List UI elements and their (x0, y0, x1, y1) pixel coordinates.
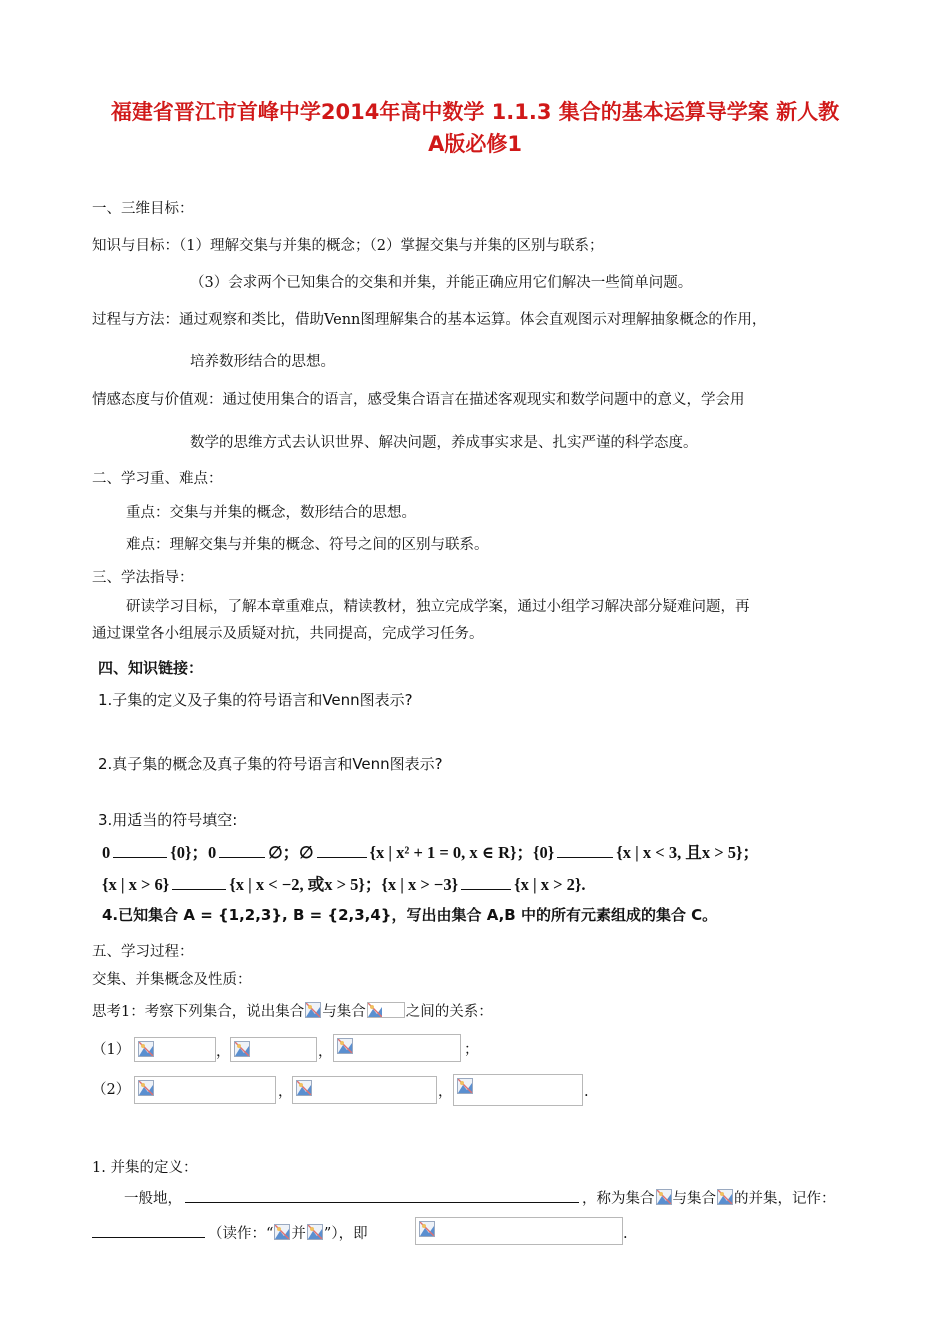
image-placeholder-icon (296, 1080, 312, 1096)
question-4: 4.已知集合 A = {1,2,3}, B = {2,3,4}，写出由集合 A,B 中的所有元素组成的集合 C。 (102, 906, 718, 924)
q3-blank-3[interactable] (317, 842, 367, 858)
q3-expr-5: {x | x < 3, 且x > 5}； (616, 843, 759, 862)
think-1 (92, 1002, 493, 1022)
formula-image-frame (453, 1074, 583, 1106)
process-method: 过程与方法：通过观察和类比，借助Venn图理解集合的基本运算。体会直观图示对理解抽象概念的作用， (92, 312, 767, 328)
formula-image-frame (134, 1076, 276, 1104)
image-placeholder-icon (234, 1041, 250, 1057)
section1-heading: 一、三维目标： (92, 201, 194, 217)
q3-blank-5[interactable] (172, 874, 226, 890)
image-placeholder-icon (307, 1224, 323, 1240)
union-def-blank-2[interactable] (92, 1222, 205, 1238)
image-placeholder-icon (305, 1002, 321, 1018)
union-def-text-c: 与集合 (672, 1191, 716, 1207)
q3-blank-4[interactable] (557, 842, 613, 858)
q3-expr-1: 0 (102, 843, 111, 862)
formula-image-frame (134, 1037, 216, 1062)
think-1-text-b: 与集合 (322, 1004, 366, 1020)
row-2-label: （2） (92, 1082, 131, 1098)
question-3-row1 (102, 842, 759, 863)
row-2-sep-1: ， (278, 1084, 293, 1100)
q3-expr-7: {x | x < −2, 或x > 5}；{x | x > −3} (229, 875, 459, 894)
q3-expr-8: {x | x > 2}. (514, 875, 586, 894)
section4-heading: 四、知识链接： (98, 659, 204, 677)
row-2-sep-2: ， (438, 1084, 453, 1100)
image-placeholder-icon (367, 1002, 405, 1018)
emotion-value: 情感态度与价值观：通过使用集合的语言，感受集合语言在描述客观现实和数学问题中的意义，学会用 (92, 392, 745, 408)
formula-image-frame (292, 1076, 437, 1104)
doc-title-line1: 福建省晋江市首峰中学2014年高中数学 1.1.3 集合的基本运算导学案 新人教 (110, 100, 840, 124)
question-1: 1.子集的定义及子集的符号语言和Venn图表示? (98, 691, 413, 709)
question-3: 3.用适当的符号填空: (98, 811, 238, 829)
formula-image-frame (415, 1217, 623, 1245)
row-2-end: . (584, 1084, 589, 1100)
q3-blank-2[interactable] (219, 842, 265, 858)
image-placeholder-icon (656, 1189, 672, 1205)
union-def-text-a: 一般地， (124, 1191, 182, 1207)
q3-blank-1[interactable] (113, 842, 167, 858)
question-3-row2 (102, 874, 586, 895)
image-placeholder-icon (274, 1224, 290, 1240)
union-def-text-g: ”），即 (323, 1226, 368, 1242)
union-def-text-f: 并 (291, 1226, 306, 1242)
q3-expr-3: ∅；∅ (268, 843, 314, 862)
union-def-line2 (92, 1222, 368, 1244)
question-2: 2.真子集的概念及真子集的符号语言和Venn图表示? (98, 755, 443, 773)
union-def-blank-1[interactable] (185, 1187, 579, 1203)
union-def-text-e: （读作：“ (208, 1226, 274, 1242)
row-1-label: （1） (92, 1042, 131, 1058)
q3-blank-6[interactable] (461, 874, 511, 890)
q3-expr-2: {0}；0 (170, 843, 217, 862)
union-def-end: . (623, 1226, 628, 1242)
image-placeholder-icon (419, 1221, 435, 1237)
image-placeholder-icon (138, 1041, 154, 1057)
q3-expr-4: {x | x² + 1 = 0, x ∈ R}；{0} (369, 843, 555, 862)
union-def-line1 (124, 1187, 836, 1209)
union-def-text-b: ，称为集合 (582, 1191, 655, 1207)
study-guide-line1: 研读学习目标，了解本章重难点，精读教材，独立完成学案，通过小组学习解决部分疑难问题，再 (126, 599, 750, 615)
think-1-text-a: 思考1：考察下列集合，说出集合 (92, 1004, 305, 1020)
process-method-cont: 培养数形结合的思想。 (190, 354, 335, 370)
think-1-text-c: 之间的关系： (405, 1004, 493, 1020)
image-placeholder-icon (717, 1189, 733, 1205)
image-placeholder-icon (457, 1078, 473, 1094)
knowledge-goal: 知识与目标：（1）理解交集与并集的概念；（2）掌握交集与并集的区别与联系； (92, 238, 604, 254)
knowledge-goal-cont: （3）会求两个已知集合的交集和并集，并能正确应用它们解决一些简单问题。 (190, 275, 693, 291)
section5-subheading: 交集、并集概念及性质： (92, 972, 252, 988)
key-point: 重点：交集与并集的概念，数形结合的思想。 (126, 505, 416, 521)
section3-heading: 三、学法指导： (92, 570, 194, 586)
emotion-value-cont: 数学的思维方式去认识世界、解决问题，养成事实求是、扎实严谨的科学态度。 (190, 435, 698, 451)
study-guide-line2: 通过课堂各小组展示及质疑对抗，共同提高，完成学习任务。 (92, 626, 484, 642)
section5-heading: 五、学习过程： (92, 944, 194, 960)
row-1-sep-1: ， (216, 1044, 231, 1060)
q3-expr-6: {x | x > 6} (102, 875, 170, 894)
row-1-end: ； (464, 1042, 479, 1058)
image-placeholder-icon (337, 1038, 353, 1054)
doc-title-line2: A版必修1 (428, 132, 522, 156)
section2-heading: 二、学习重、难点： (92, 471, 223, 487)
row-1-sep-2: ， (318, 1044, 333, 1060)
difficult-point: 难点：理解交集与并集的概念、符号之间的区别与联系。 (126, 537, 489, 553)
formula-image-frame (230, 1037, 317, 1062)
union-def-text-d: 的并集，记作： (734, 1191, 836, 1207)
union-def-heading: 1. 并集的定义： (92, 1160, 198, 1176)
image-placeholder-icon (138, 1080, 154, 1096)
formula-image-frame (333, 1034, 461, 1062)
